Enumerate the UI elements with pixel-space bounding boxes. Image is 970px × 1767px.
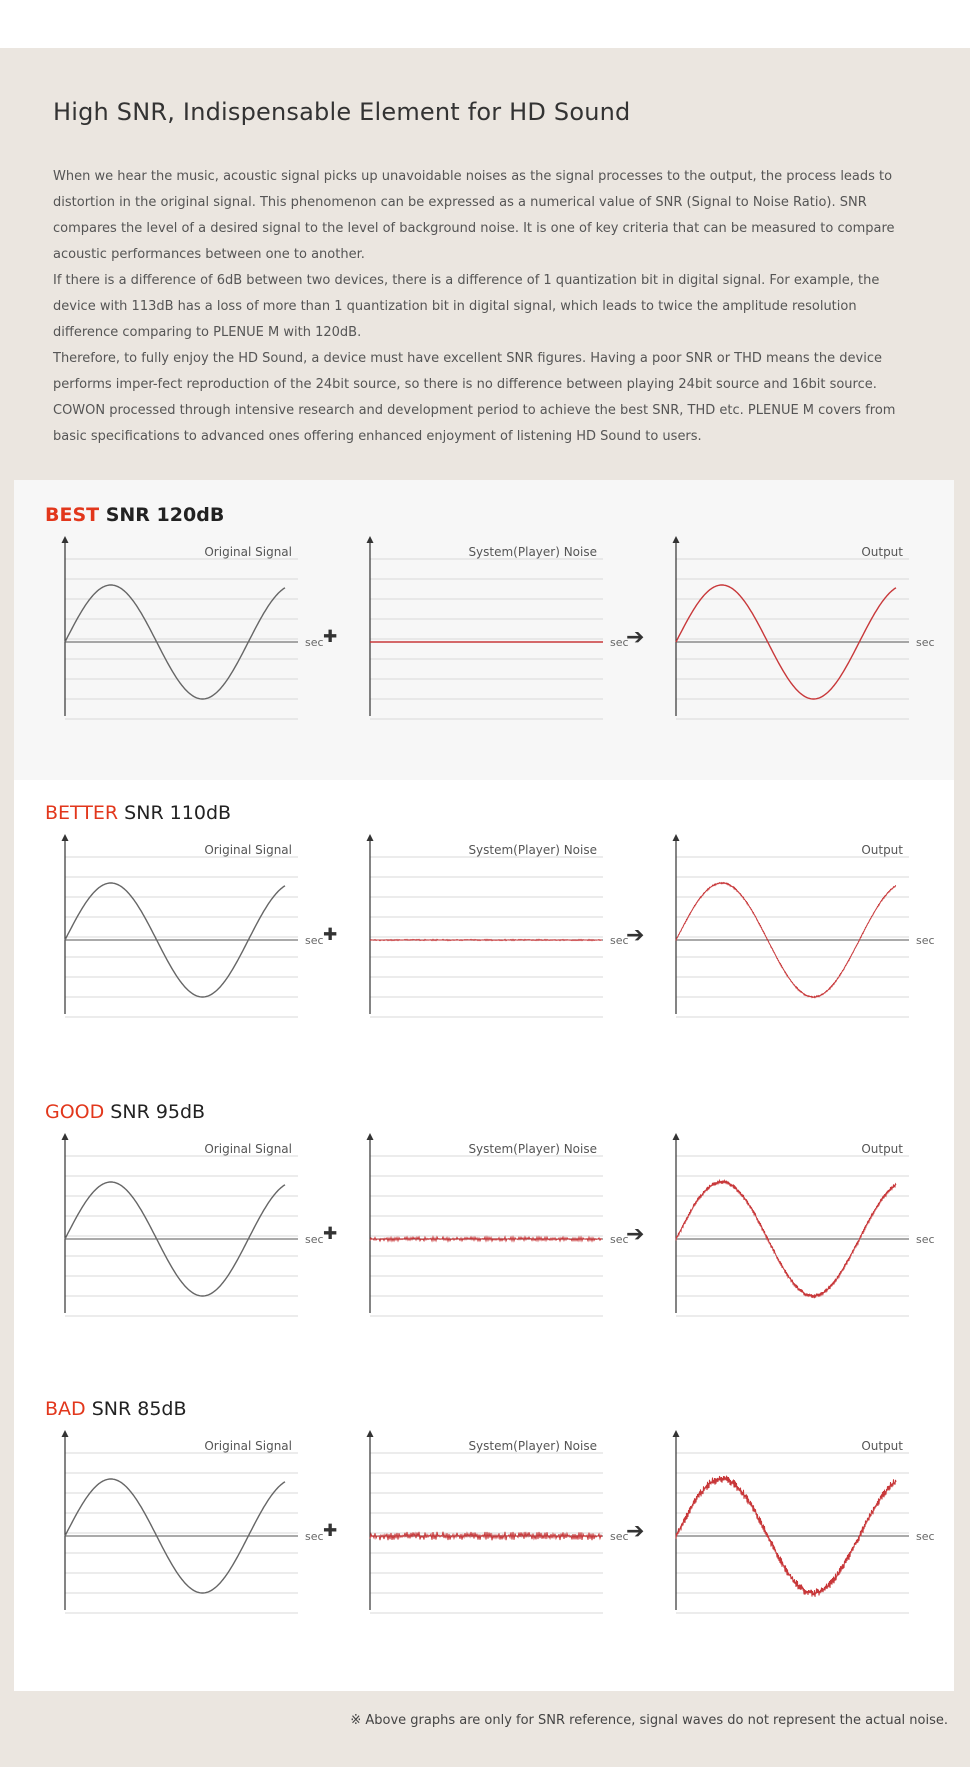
x-axis-label: sec xyxy=(610,1530,629,1543)
y-axis-arrow xyxy=(673,834,680,841)
x-axis-label: sec xyxy=(610,636,629,649)
page-title: High SNR, Indispensable Element for HD Sound xyxy=(53,98,631,126)
grade-label: BAD xyxy=(45,1398,86,1420)
chart-title: Output xyxy=(861,1142,903,1156)
x-axis-label: sec xyxy=(916,934,935,947)
output-chart xyxy=(651,828,951,1028)
y-axis-arrow xyxy=(62,536,69,543)
output-plot xyxy=(651,1127,951,1327)
y-axis-arrow xyxy=(367,536,374,543)
y-axis-arrow xyxy=(367,1133,374,1140)
original-plot xyxy=(40,1127,340,1327)
section-better xyxy=(14,778,954,1058)
output-chart xyxy=(651,530,951,730)
original-plot xyxy=(40,530,340,730)
plus-icon: ✚ xyxy=(323,925,338,945)
chart-title: Original Signal xyxy=(204,1439,292,1453)
noise-plot xyxy=(345,1127,645,1327)
original-chart xyxy=(40,530,340,730)
grade-label: GOOD xyxy=(45,1101,105,1123)
y-axis-arrow xyxy=(62,1133,69,1140)
chart-title: Output xyxy=(861,545,903,559)
output-plot xyxy=(651,828,951,1028)
plus-icon: ✚ xyxy=(323,1224,338,1244)
x-axis-label: sec xyxy=(305,934,324,947)
original-plot xyxy=(40,1424,340,1624)
noise-plot xyxy=(345,530,645,730)
grade-label: BEST xyxy=(45,504,100,526)
y-axis-arrow xyxy=(367,1430,374,1437)
arrow-right-icon: ➔ xyxy=(626,1519,645,1544)
intro-paragraph-2: If there is a difference of 6dB between two devices, there is a difference of 1 quantization bit in digital signal. For example, the device with 113dB has a loss of more than 1 quantization bit in digital signal, which leads to twice the amplitude resolution difference comparing to PLENUE M with 120dB. xyxy=(53,273,880,340)
y-axis-arrow xyxy=(673,1133,680,1140)
chart-title: Original Signal xyxy=(204,843,292,857)
top-bar xyxy=(0,0,970,48)
section-heading xyxy=(45,1101,205,1123)
x-axis-label: sec xyxy=(305,1233,324,1246)
chart-title: System(Player) Noise xyxy=(468,1439,597,1453)
x-axis-label: sec xyxy=(916,1233,935,1246)
chart-title: Output xyxy=(861,843,903,857)
y-axis-arrow xyxy=(367,834,374,841)
y-axis-arrow xyxy=(62,834,69,841)
original-chart xyxy=(40,828,340,1028)
chart-title: System(Player) Noise xyxy=(468,843,597,857)
intro-paragraph-1: When we hear the music, acoustic signal picks up unavoidable noises as the signal processes to the output, the process leads to distortion in the original signal. This phenomenon can be expressed as a numerical value of SNR (Signal to Noise Ratio). SNR compares the level of a desired signal to the level of background noise. It is one of key criteria that can be measured to compare acoustic performances between one to another. xyxy=(53,169,895,262)
section-heading xyxy=(45,504,224,526)
arrow-right-icon: ➔ xyxy=(626,625,645,650)
snr-value: SNR 95dB xyxy=(104,1101,206,1123)
original-chart xyxy=(40,1127,340,1327)
arrow-right-icon: ➔ xyxy=(626,1222,645,1247)
output-chart xyxy=(651,1424,951,1624)
section-best xyxy=(14,480,954,760)
snr-value: SNR 110dB xyxy=(118,802,232,824)
grade-label: BETTER xyxy=(45,802,119,824)
original-chart xyxy=(40,1424,340,1624)
intro-paragraph-3: Therefore, to fully enjoy the HD Sound, a device must have excellent SNR figures. Having a poor SNR or THD means the device performs imper-fect reproduction of the 24bit source, so there is no difference between playing 24bit source and 16bit source. COWON processed through intensive research and development period to achieve the best SNR, THD etc. PLENUE M covers from basic specifications to advanced ones offering enhanced enjoyment of listening HD Sound to users. xyxy=(53,351,896,444)
x-axis-label: sec xyxy=(610,1233,629,1246)
intro-text xyxy=(53,164,923,450)
y-axis-arrow xyxy=(673,536,680,543)
y-axis-arrow xyxy=(673,1430,680,1437)
chart-title: Original Signal xyxy=(204,545,292,559)
x-axis-label: sec xyxy=(916,636,935,649)
y-axis-arrow xyxy=(62,1430,69,1437)
noise-plot xyxy=(345,1424,645,1624)
snr-value: SNR 120dB xyxy=(99,504,225,526)
x-axis-label: sec xyxy=(305,1530,324,1543)
output-plot xyxy=(651,530,951,730)
section-bad xyxy=(14,1374,954,1654)
chart-title: Original Signal xyxy=(204,1142,292,1156)
snr-value: SNR 85dB xyxy=(85,1398,187,1420)
noise-chart xyxy=(345,530,645,730)
chart-title: Output xyxy=(861,1439,903,1453)
section-heading xyxy=(45,1398,187,1420)
output-plot xyxy=(651,1424,951,1624)
chart-title: System(Player) Noise xyxy=(468,545,597,559)
x-axis-label: sec xyxy=(305,636,324,649)
noise-plot xyxy=(345,828,645,1028)
noise-chart xyxy=(345,1424,645,1624)
output-chart xyxy=(651,1127,951,1327)
plus-icon: ✚ xyxy=(323,1521,338,1541)
noise-chart xyxy=(345,828,645,1028)
noise-chart xyxy=(345,1127,645,1327)
original-plot xyxy=(40,828,340,1028)
footnote: ※ Above graphs are only for SNR reference, signal waves do not represent the actual noise. xyxy=(350,1713,948,1728)
arrow-right-icon: ➔ xyxy=(626,923,645,948)
section-good xyxy=(14,1077,954,1357)
chart-title: System(Player) Noise xyxy=(468,1142,597,1156)
x-axis-label: sec xyxy=(610,934,629,947)
section-heading xyxy=(45,802,231,824)
plus-icon: ✚ xyxy=(323,627,338,647)
x-axis-label: sec xyxy=(916,1530,935,1543)
